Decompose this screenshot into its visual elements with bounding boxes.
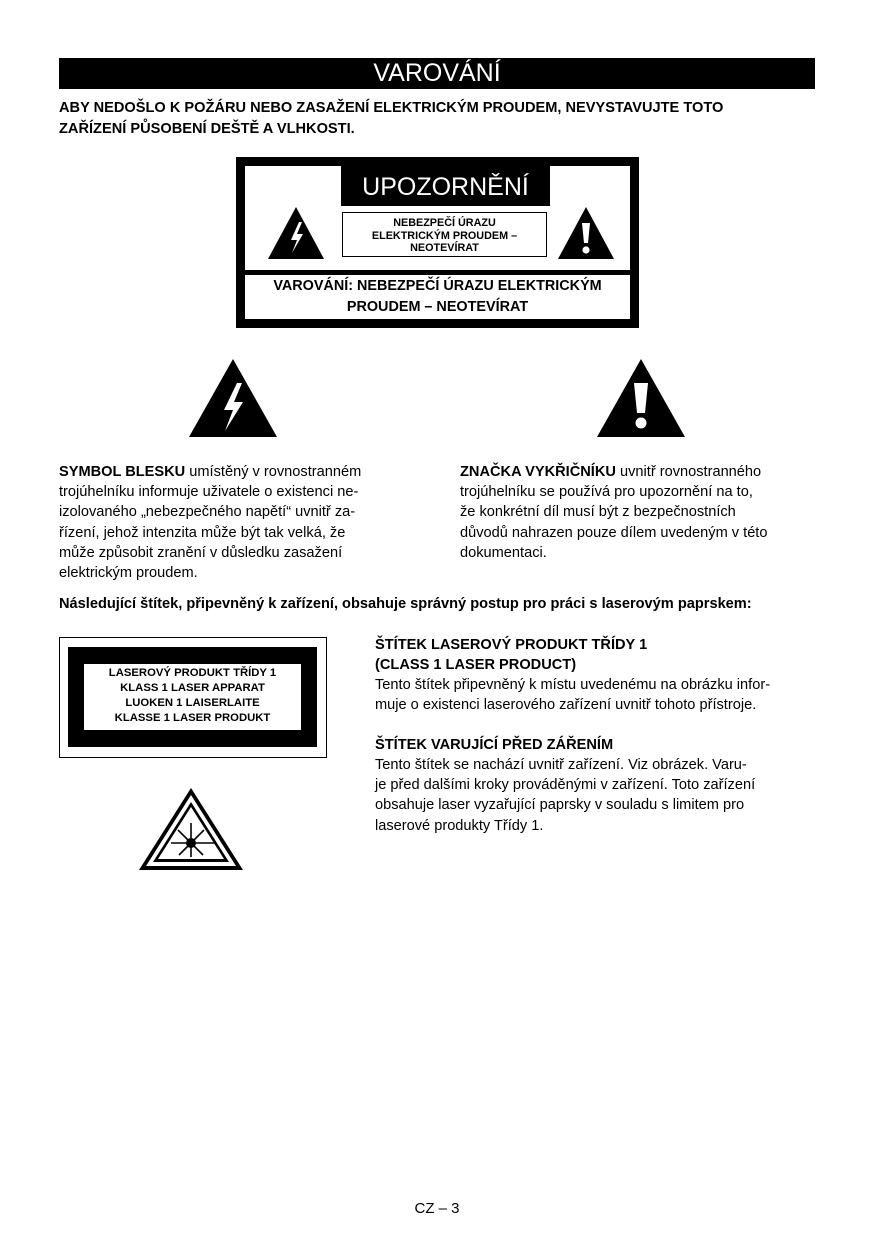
description-line: trojúhelníku se používá pro upozornění na to, <box>460 484 753 501</box>
laser-radiation-icon <box>138 787 244 871</box>
section-heading <box>375 635 816 675</box>
caution-bottom-text <box>245 275 630 319</box>
page-number: CZ – 3 <box>414 1200 460 1217</box>
description-line: řízení, jehož intenzita může být tak velká, že <box>59 524 346 541</box>
description-line-text: umístěný v rovnostranném <box>185 464 362 480</box>
section-body-line: laserové produkty Třídy 1. <box>375 817 544 834</box>
section-heading-line: ŠTÍTEK VARUJÍCÍ PŘED ZÁŘENÍM <box>375 737 614 753</box>
laser-product-label <box>59 637 327 758</box>
description-line: dokumentaci. <box>460 544 547 561</box>
description-line-text: uvnitř rovnostranného <box>615 464 762 480</box>
section-heading-line: ŠTÍTEK LASEROVÝ PRODUKT TŘÍDY 1 <box>375 637 648 653</box>
description-line: izolovaného „nebezpečného napětí“ uvnitř za- <box>59 504 356 521</box>
warning-lead-line: ZAŘÍZENÍ PŮSOBENÍ DEŠTĚ A VLHKOSTI. <box>59 121 355 137</box>
description-line <box>460 462 815 482</box>
section-body-line: obsahuje laser vyzařující paprsky v souladu s limitem pro <box>375 797 745 814</box>
lightning-term: SYMBOL BLESKU <box>59 464 186 480</box>
laser-label-line: KLASS 1 LASER APPARAT <box>120 682 265 694</box>
warning-lead-line: ABY NEDOŠLO K POŽÁRU NEBO ZASAŽENÍ ELEKTRICKÝM PROUDEM, NEVYSTAVUJTE TOTO <box>59 100 724 116</box>
caution-label <box>236 157 639 328</box>
description-line: že konkrétní díl musí být z bezpečnostních <box>460 504 736 521</box>
laser-label-text <box>84 664 301 730</box>
section-heading-line: (CLASS 1 LASER PRODUCT) <box>375 657 577 673</box>
description-line: může způsobit zranění v důsledku zasažení <box>59 544 343 561</box>
lightning-description <box>59 462 413 583</box>
description-line: trojúhelníku informuje uživatele o existenci ne- <box>59 484 359 501</box>
description-line <box>59 462 413 482</box>
laser-label-frame <box>68 647 317 747</box>
exclamation-description <box>460 462 815 563</box>
caution-subtext-line: NEOTEVÍRAT <box>410 242 479 254</box>
caution-bottom-line: VAROVÁNÍ: NEBEZPEČÍ ÚRAZU ELEKTRICKÝM <box>273 278 602 294</box>
section-body-line: Tento štítek se nachází uvnitř zařízení. Viz obrázek. Varu- <box>375 757 747 773</box>
lightning-symbol-icon <box>187 357 279 439</box>
caution-label-top <box>245 166 630 270</box>
description-line: důvodů nahrazen pouze dílem uvedeným v této <box>460 524 768 541</box>
section-body <box>375 755 816 836</box>
page-title: VAROVÁNÍ <box>59 58 815 89</box>
laser-label-line: LUOKEN 1 LAISERLAITE <box>125 697 260 709</box>
exclamation-triangle-icon <box>556 205 616 261</box>
caution-subtext-line: NEBEZPEČÍ ÚRAZU <box>393 217 496 229</box>
laser-label-line: KLASSE 1 LASER PRODUKT <box>114 712 271 724</box>
description-line: elektrickým proudem. <box>59 565 198 582</box>
section-body-line: je před dalšími kroky prováděnými v zařízení. Toto zařízení <box>375 777 756 794</box>
laser-note: Následující štítek, připevněný k zařízení, obsahuje správný postup pro práci s laserovým paprskem: <box>59 596 752 612</box>
caution-subtext-line: ELEKTRICKÝM PROUDEM – <box>371 229 518 242</box>
section-body-line: Tento štítek připevněný k místu uvedenému na obrázku infor- <box>375 677 771 693</box>
exclamation-term: ZNAČKA VYKŘIČNÍKU <box>460 464 616 480</box>
section-heading <box>375 735 816 755</box>
warning-lead <box>59 98 816 140</box>
caution-subtext <box>342 212 547 257</box>
exclamation-symbol-icon <box>595 357 687 439</box>
caution-bottom-line: PROUDEM – NEOTEVÍRAT <box>346 299 529 315</box>
radiation-warning-section <box>375 735 816 836</box>
lightning-triangle-icon <box>266 205 326 261</box>
laser-label-line: LASEROVÝ PRODUKT TŘÍDY 1 <box>108 667 277 679</box>
caution-heading: UPOZORNĚNÍ <box>341 166 550 206</box>
section-body <box>375 675 816 715</box>
section-body-line: muje o existenci laserového zařízení uvnitř tohoto přístroje. <box>375 697 757 714</box>
laser-product-section <box>375 635 816 715</box>
